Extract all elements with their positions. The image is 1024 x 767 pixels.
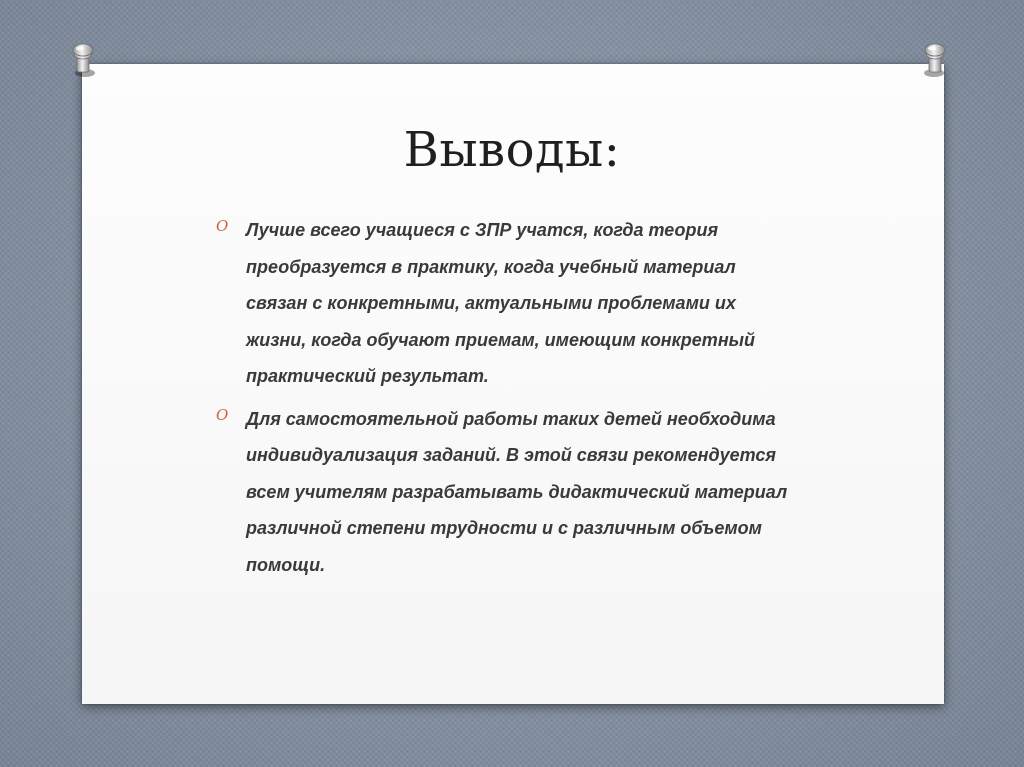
bullet-line: преобразуется в практику, когда учебный материал <box>246 256 736 277</box>
bullet-item <box>214 401 874 584</box>
bullet-item <box>214 212 874 395</box>
bullet-marker-icon: O <box>216 217 229 235</box>
pushpin-right-icon <box>920 42 950 78</box>
bullet-list <box>214 212 874 589</box>
bullet-line: всем учителям разрабатывать дидактический материал <box>246 481 788 502</box>
bullet-line: жизни, когда обучают приемам, имеющим конкретный <box>246 329 756 350</box>
bullet-line: связан с конкретными, актуальными проблемами их <box>246 293 736 313</box>
bullet-line: Для самостоятельной работы таких детей необходима <box>246 408 776 429</box>
bullet-line: Лучше всего учащиеся с ЗПР учатся, когда теория <box>246 220 719 240</box>
slide-title: Выводы: <box>403 122 621 178</box>
pushpin-left-icon <box>68 42 98 78</box>
bullet-line: практический результат. <box>246 366 489 386</box>
bullet-marker-icon: O <box>216 405 229 424</box>
bullet-line: индивидуализация заданий. В этой связи рекомендуется <box>246 445 776 465</box>
bullet-line: различной степени трудности и с различным объемом <box>246 518 762 538</box>
bullet-line: помощи. <box>246 554 326 575</box>
